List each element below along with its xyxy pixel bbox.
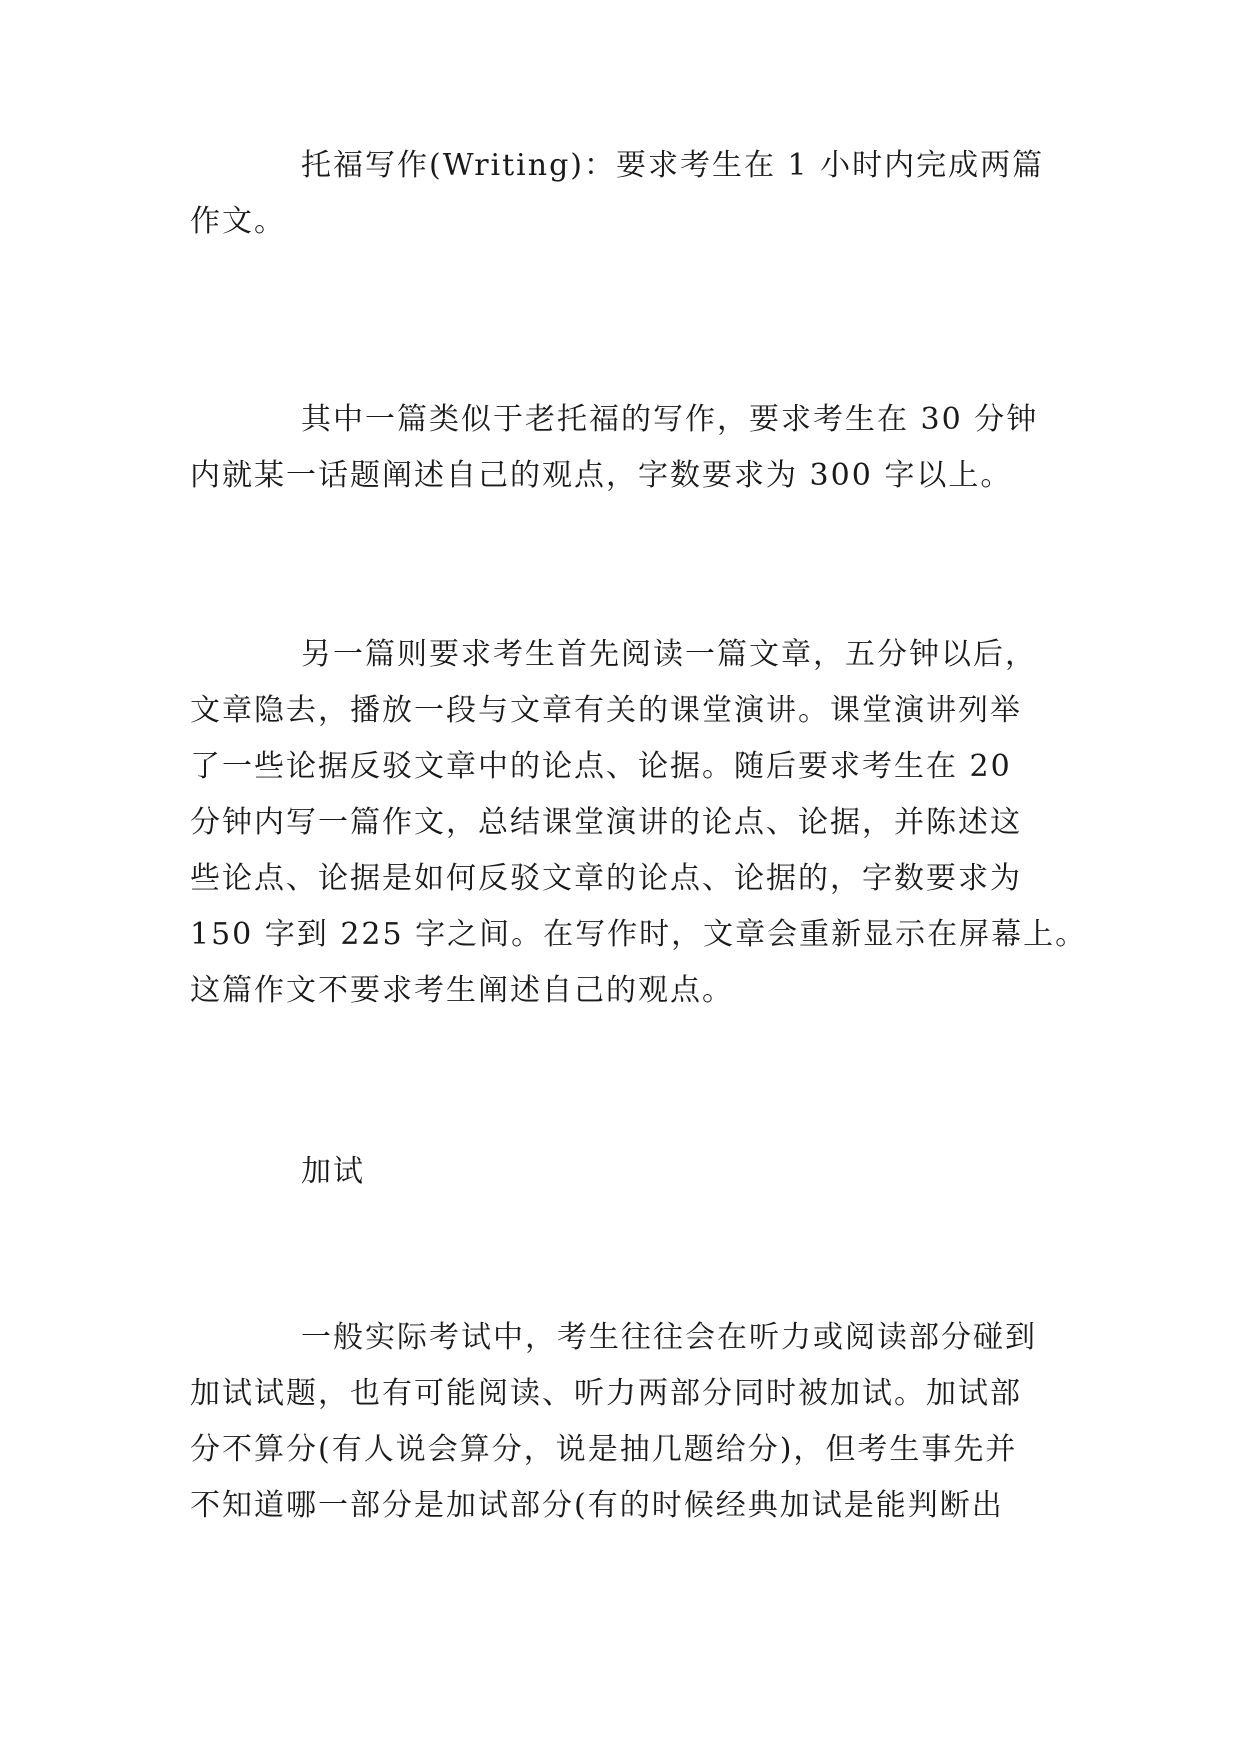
paragraph-independent-task <box>190 392 1050 504</box>
text-line: 分钟内写一篇作文，总结课堂演讲的论点、论据，并陈述这 <box>190 805 1022 840</box>
section-heading-extra <box>190 1144 1050 1200</box>
text-line: 托福写作(Writing)：要求考生在 1 小时内完成两篇 <box>301 148 1045 183</box>
text-line: 一般实际考试中，考生往往会在听力或阅读部分碰到 <box>301 1320 1037 1355</box>
text-line: 分不算分(有人说会算分，说是抽几题给分)，但考生事先并 <box>190 1432 1018 1467</box>
heading-line: 加试 <box>301 1154 365 1189</box>
text-line: 些论点、论据是如何反驳文章的论点、论据的，字数要求为 <box>190 861 1022 896</box>
text-line: 这篇作文不要求考生阐述自己的观点。 <box>190 973 734 1008</box>
text-line: 其中一篇类似于老托福的写作，要求考生在 30 分钟 <box>301 402 1039 437</box>
text-line: 内就某一话题阐述自己的观点，字数要求为 300 字以上。 <box>190 458 1013 493</box>
text-line: 文章隐去，播放一段与文章有关的课堂演讲。课堂演讲列举 <box>190 693 1022 728</box>
text-line: 加试试题，也有可能阅读、听力两部分同时被加试。加试部 <box>190 1376 1022 1411</box>
text-line: 了一些论据反驳文章中的论点、论据。随后要求考生在 20 <box>190 749 1012 784</box>
text-line: 不知道哪一部分是加试部分(有的时候经典加试是能判断出 <box>190 1488 1004 1523</box>
text-line: 作文。 <box>190 204 286 239</box>
paragraph-integrated-task <box>190 627 1088 1019</box>
paragraph-writing-intro <box>190 138 1050 250</box>
text-line: 另一篇则要求考生首先阅读一篇文章，五分钟以后， <box>301 637 1037 672</box>
text-line: 150 字到 225 字之间。在写作时，文章会重新显示在屏幕上。 <box>190 917 1088 952</box>
paragraph-extra-section <box>190 1310 1050 1534</box>
